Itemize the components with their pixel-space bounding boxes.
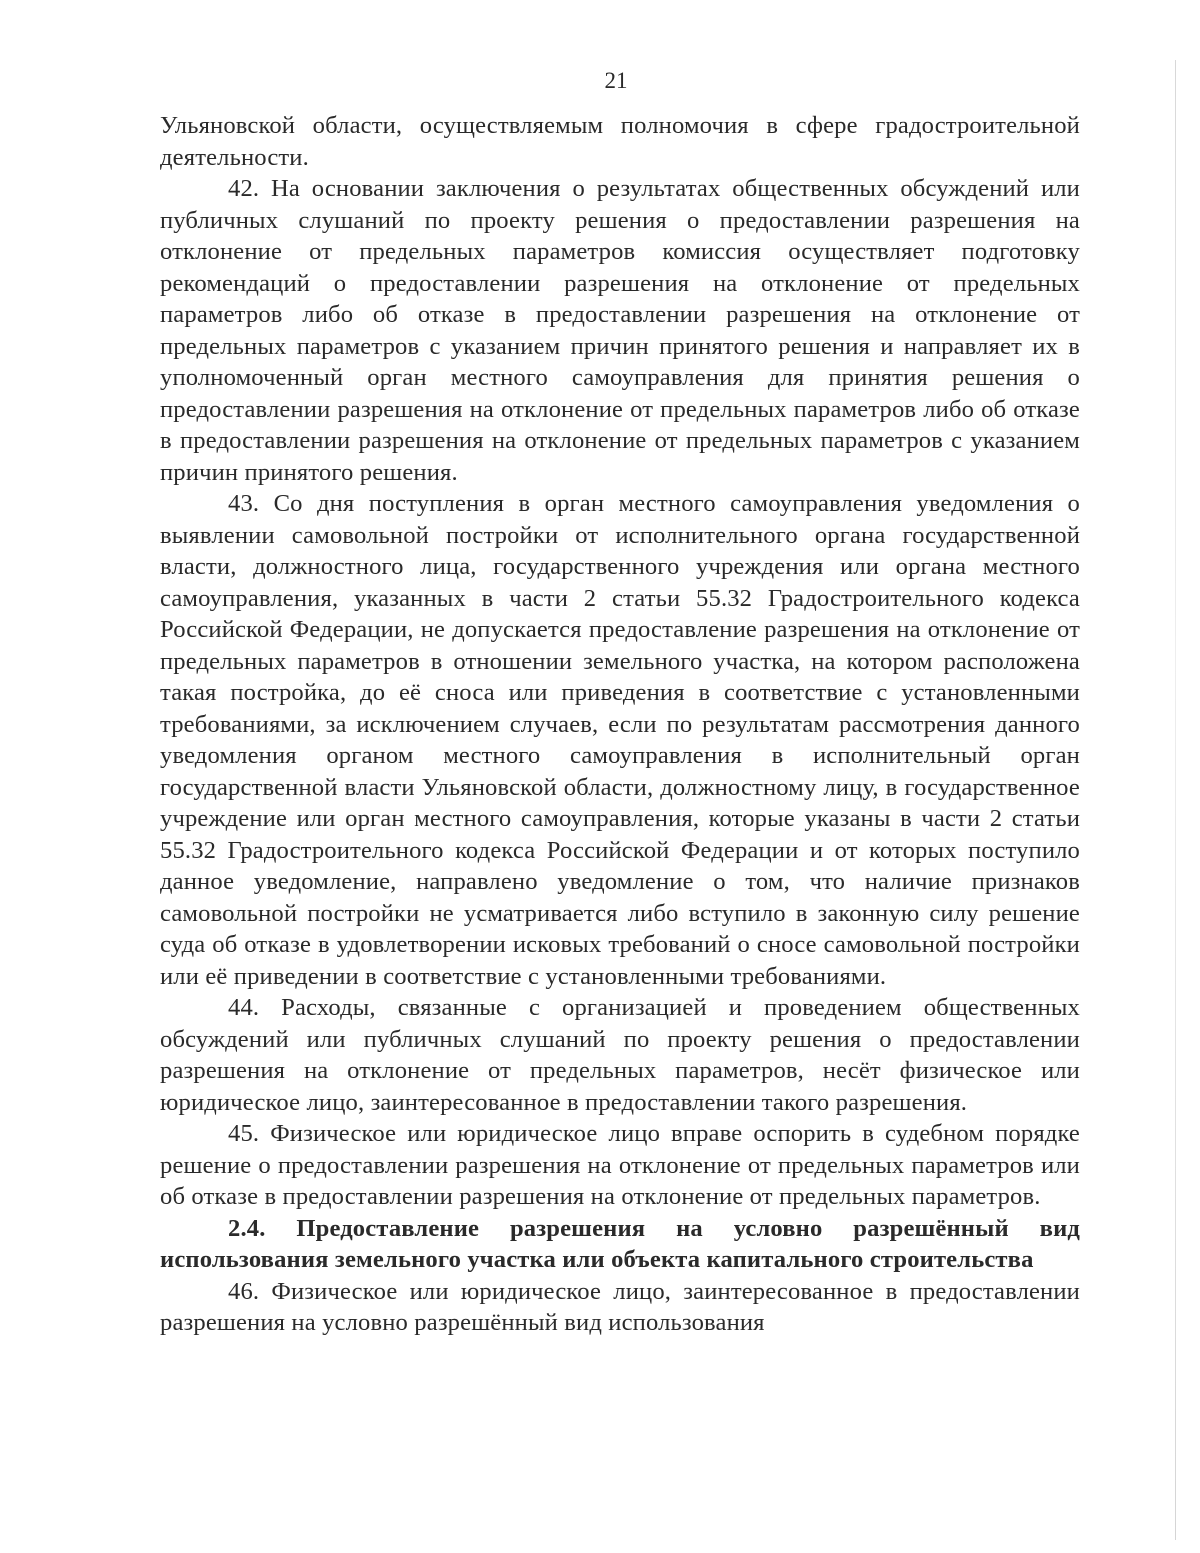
scan-edge-line [1175,60,1176,1540]
paragraph-item-42: 42. На основании заключения о результатах общественных обсуждений или публичных слушаний по проекту решения о предоставлении разрешения на отклонение от предельных параметров комиссия осуществляет подготовку рекомендаций о предоставлении разрешения на отклонение от предельных параметров либо об отказе в предоставлении разрешения на отклонение от предельных параметров с указанием причин принятого решения и направляет их в уполномоченный орган местного самоуправления для принятия решения о предоставлении разрешения на отклонение от предельных параметров либо об отказе в предоставлении разрешения на отклонение от предельных параметров с указанием причин принятого решения. [160,175,1080,486]
paragraph-item-44: 44. Расходы, связанные с организацией и проведением общественных обсуждений или публичных слушаний по проекту решения о предоставлении разрешения на отклонение от предельных параметров, несёт физическое или юридическое лицо, заинтересованное в предоставлении такого разрешения. [160,994,1080,1116]
paragraph-item-43: 43. Со дня поступления в орган местного самоуправления уведомления о выявлении самовольной постройки от исполнительного органа государственной власти, должностного лица, государственного учреждения или органа местного самоуправления, указанных в части 2 статьи 55.32 Градостроительного кодекса Российской Федерации, не допускается предоставление разрешения на отклонение от предельных параметров в отношении земельного участка, на котором расположена такая постройка, до её сноса или приведения в соответствие с установленными требованиями, за исключением случаев, если по результатам рассмотрения данного уведомления органом местного самоуправления в исполнительный орган государственной власти Ульяновской области, должностному лицу, в государственное учреждение или орган местного самоуправления, которые указаны в части 2 статьи 55.32 Градостроительного кодекса Российской Федерации и от которых поступило данное уведомление, направлено уведомление о том, что наличие признаков самовольной постройки не усматривается либо вступило в законную силу решение суда об отказе в удовлетворении исковых требований о сносе самовольной постройки или её приведении в соответствие с установленными требованиями. [160,490,1080,990]
section-heading: 2.4. Предоставление разрешения на условно разрешённый вид использования земельного участка или объекта капитального строительства [160,1214,1080,1273]
paragraph-continuation: Ульяновской области, осуществляемым полномочия в сфере градостроительной деятельности. [160,112,1080,171]
page-number: 21 [604,68,628,93]
document-body [160,110,1080,1339]
paragraph-item-45: 45. Физическое или юридическое лицо вправе оспорить в судебном порядке решение о предоставлении разрешения на отклонение от предельных параметров или об отказе в предоставлении разрешения на отклонение от предельных параметров. [160,1120,1080,1210]
paragraph-item-46: 46. Физическое или юридическое лицо, заинтересованное в предоставлении разрешения на условно разрешённый вид использования [160,1277,1080,1336]
